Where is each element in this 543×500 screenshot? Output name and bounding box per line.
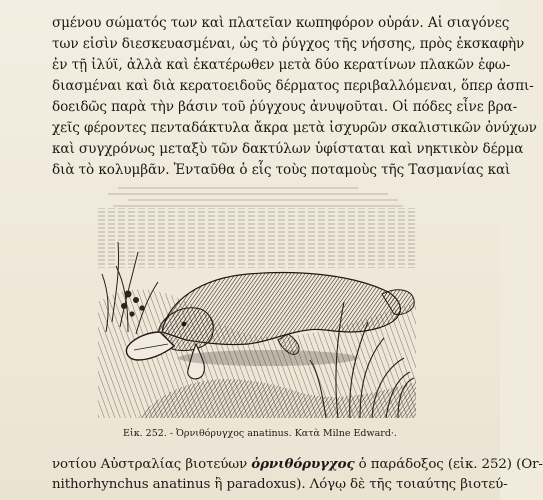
body-line-9-before: νοτίου Αὐστραλίας βιοτεύων: [52, 457, 252, 472]
body-line-5: δοειδῶς παρὰ τὴν βάσιν τοῦ ῥύγχους ἀνυψοῦται. Οἱ πόδες εἶνε βρα-: [52, 99, 518, 115]
body-line-9-after: ὁ παράδοξος (εἰκ. 252) (Or-: [354, 457, 543, 472]
figure-caption: Εἰκ. 252. - Ὀρνιθόρυγχος anatinus. Κατὰ Milne Edward·.: [123, 428, 397, 439]
body-line-4: διασμέναι καὶ διὰ κερατοειδοῦς δέρματος περιβαλλόμεναι, ὅπερ ἀσπι-: [52, 78, 534, 94]
body-line-9: [52, 455, 543, 474]
body-line-3: ἐν τῇ ἰλύϊ, ἀλλὰ καὶ ἑκατέρωθεν μετὰ δύο κερατίνων πλακῶν ἐφω-: [52, 57, 511, 73]
body-line-10: nithorhynchus anatinus ἢ paradoxus). Λόγῳ δὲ τῆς τοιαύτης βιοτεύ-: [52, 477, 508, 492]
body-line-8: διὰ τὸ κολυμβᾶν. Ἐνταῦθα ὁ εἷς τοὺς ποταμοὺς τῆς Τασμανίας καὶ: [52, 162, 511, 178]
body-line-7: καὶ συγχρόνως μεταξὺ τῶν δακτύλων ὑφίσταται καὶ νηκτικὸν δέρμα: [52, 141, 524, 157]
species-name-emphasis: ὀρνιθόρυγχος: [251, 456, 355, 472]
platypus-illustration: [98, 182, 416, 418]
platypus-eye: [182, 322, 187, 327]
body-line-1: σμένου σώματός των καὶ πλατεῖαν κωπηφόρον οὐράν. Αἱ σιαγόνες: [52, 15, 510, 31]
body-line-6: χεῖς φέροντες πενταδάκτυλα ἄκρα μετὰ ἰσχυρῶν σκαλιστικῶν ὀνύχων: [52, 120, 537, 136]
sky-lines: [108, 188, 403, 206]
body-line-2: των εἰσὶν διεσκευασμέναι, ὡς τὸ ῥύγχος τῆς νήσσης, πρὸς ἐκσκαφὴν: [52, 36, 525, 52]
